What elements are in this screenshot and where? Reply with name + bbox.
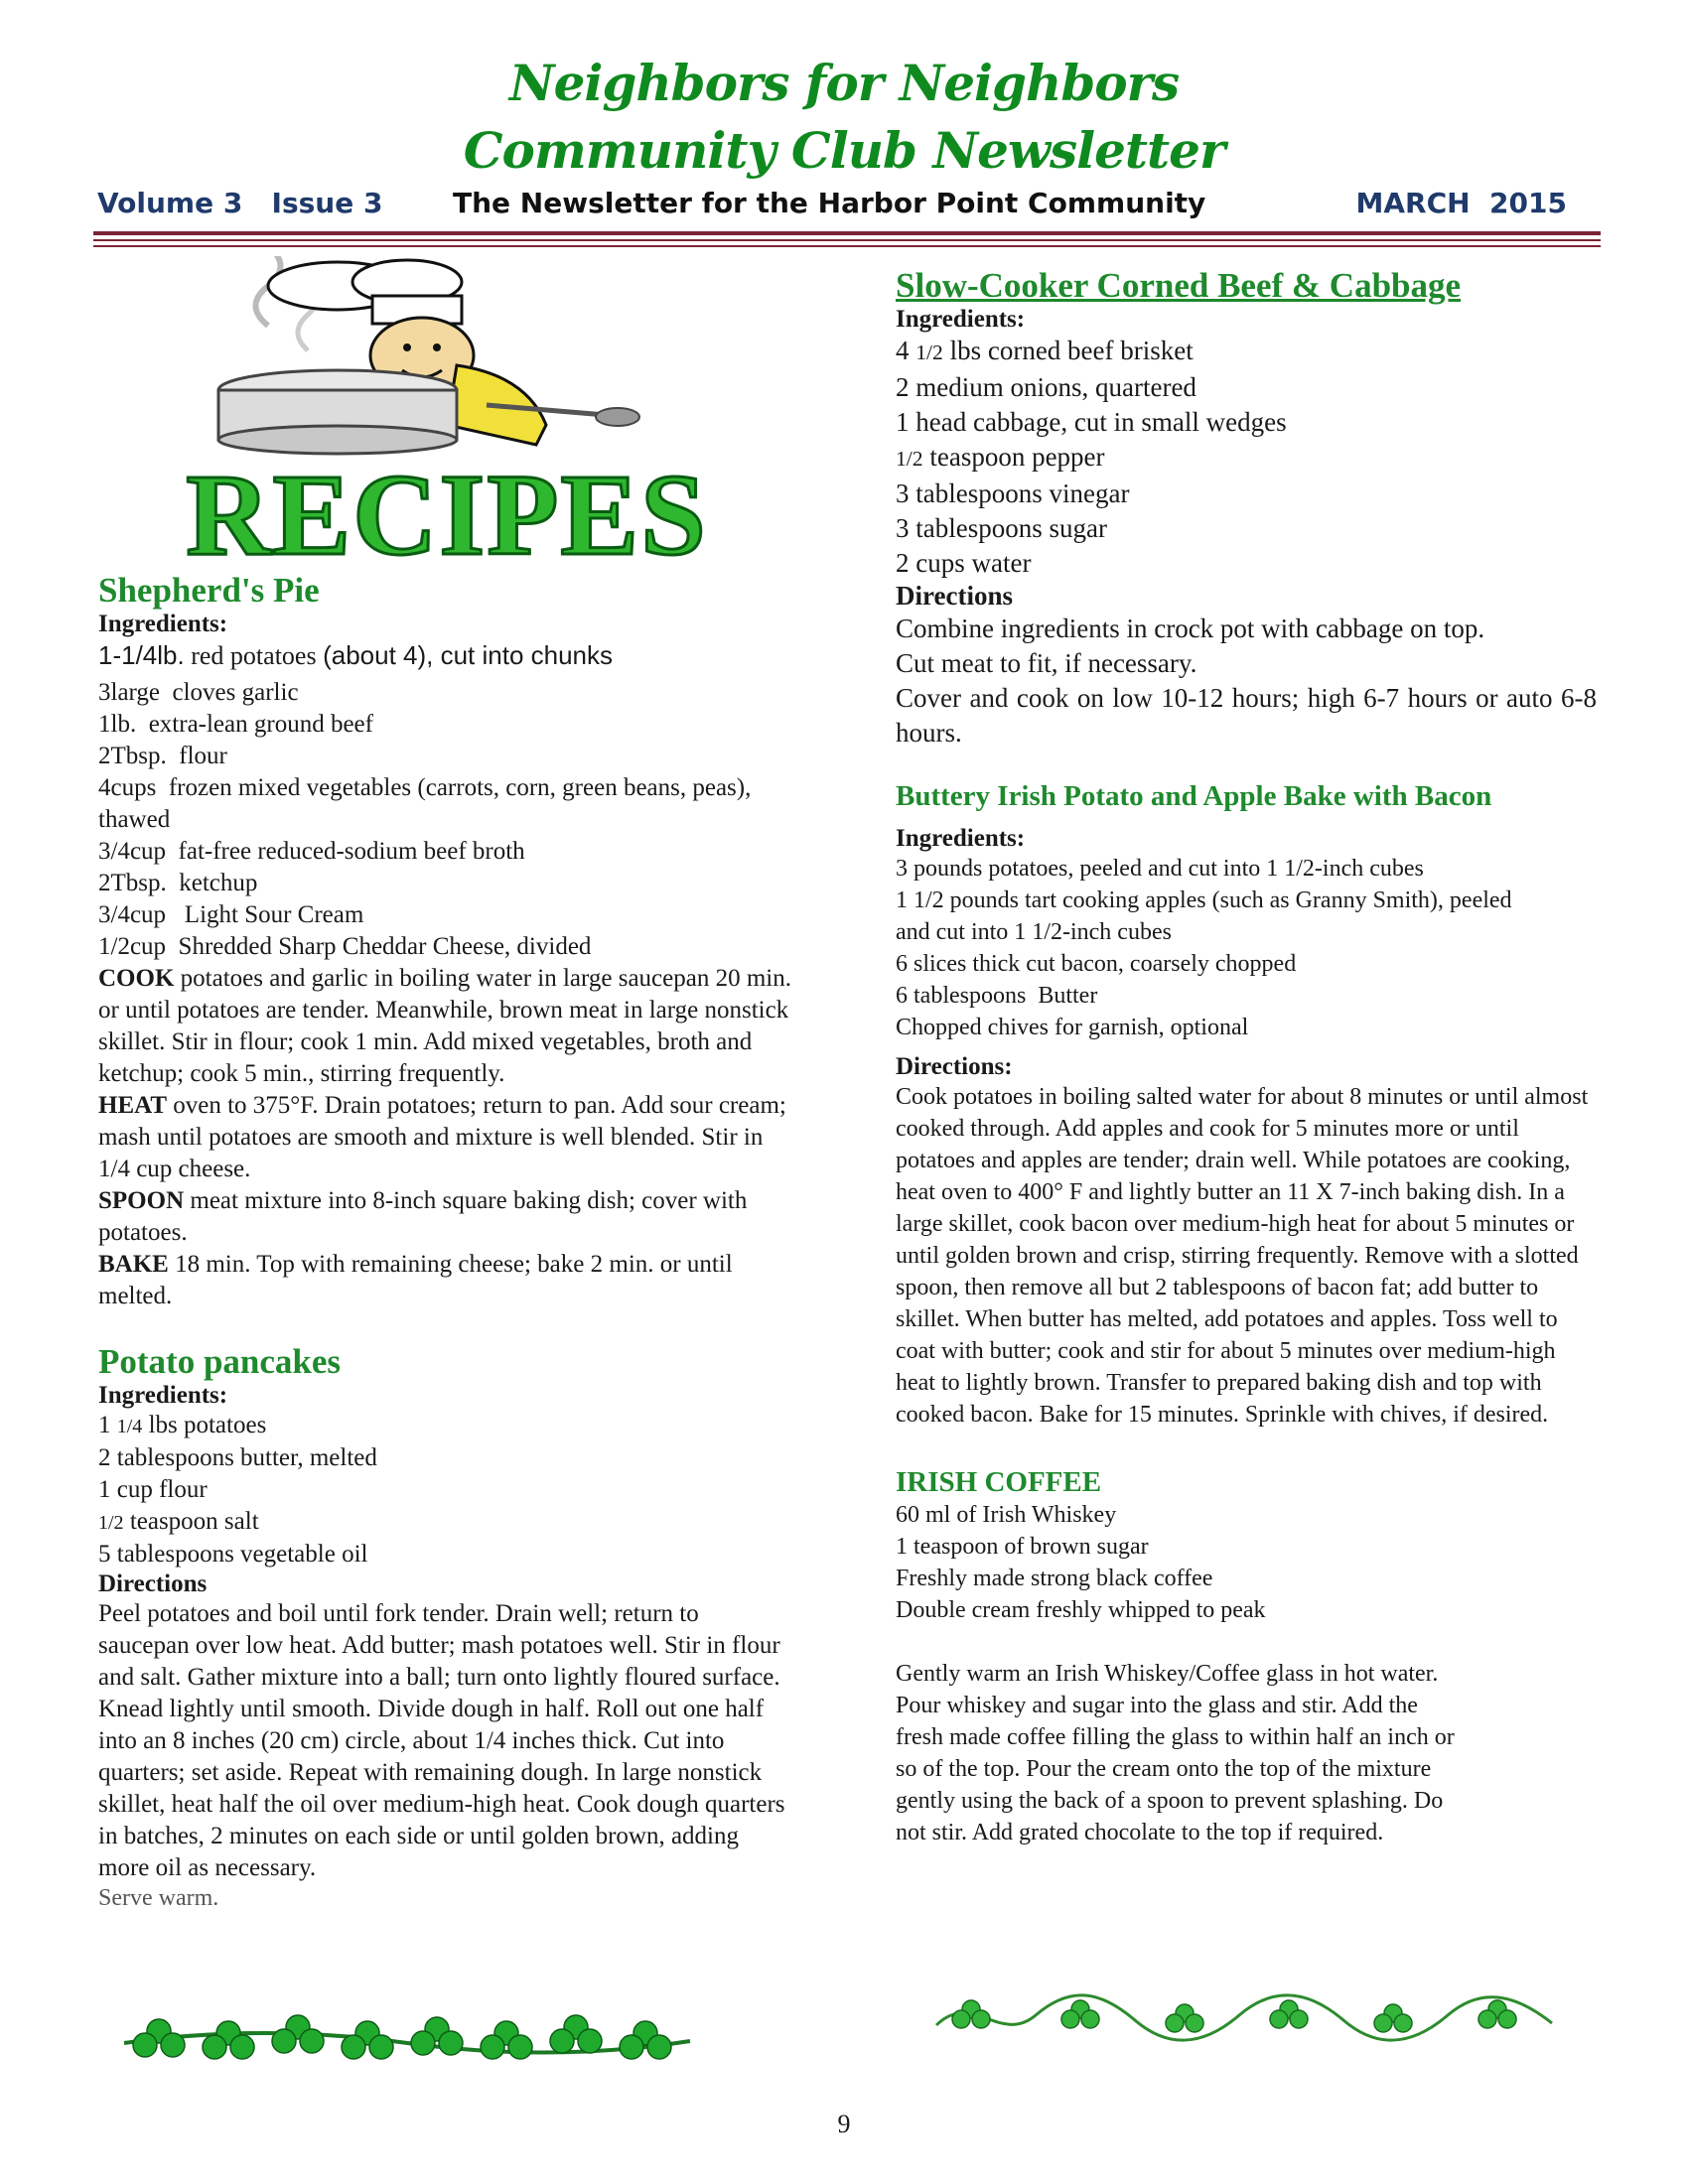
ingredient-text: (about 4), cut into chunks (323, 640, 614, 670)
list-item: 6 slices thick cut bacon, coarsely chopped (896, 951, 1297, 977)
list-item: 1 head cabbage, cut in small wedges (896, 407, 1287, 437)
list-item: 2Tbsp. ketchup (98, 870, 258, 896)
header-rule (93, 239, 1601, 241)
directions (896, 612, 1597, 751)
list-item: 3 tablespoons vinegar (896, 478, 1130, 508)
list-item: 4 1/2 lbs corned beef brisket (896, 336, 1194, 365)
list-item: 1 teaspoon of brown sugar (896, 1534, 1149, 1560)
issue-date: MARCH 2015 (1355, 187, 1567, 219)
shamrock-icon (1478, 2000, 1516, 2028)
newsletter-title: Neighbors for Neighbors (508, 54, 1180, 112)
recipe-title: IRISH COFFEE (896, 1466, 1102, 1498)
list-item: 2Tbsp. flour (98, 743, 227, 769)
directions-text: Peel potatoes and boil until fork tender. Drain well; return to saucepan over low heat. Add butter; mash potatoes well. Stir in flour and salt. Gather mixture into a ball; turn onto lightly floured surface. Knead lightly until smooth. Divide dough in half. Roll out one half into an 8 inches (20 cm) circle, about 1/4 inches thick. Cut into quarters; set aside. Repeat with remaining dough. In large nonstick skillet, heat half the oil over medium-high heat. Cook dough quarters in batches, 2 minutes on each side or until golden brown, adding more oil as necessary. (98, 1600, 785, 1881)
shamrock-icon (1270, 2000, 1308, 2028)
step (98, 1249, 793, 1312)
list-item: Double cream freshly whipped to peak (896, 1597, 1266, 1623)
newsletter-subtitle: Community Club Newsletter (463, 121, 1225, 180)
list-item: 60 ml of Irish Whiskey (896, 1502, 1117, 1528)
shamrock-icon (1374, 2004, 1412, 2032)
shamrock-border (119, 2003, 695, 2073)
list-item: 6 tablespoons Butter (896, 983, 1098, 1009)
shamrock-icon (550, 2015, 602, 2053)
recipe-title: Shepherd's Pie (98, 571, 320, 610)
ingredients-label: Ingredients: (98, 1382, 228, 1409)
list-item: 3/4cup Light Sour Cream (98, 901, 364, 928)
ingredient-line (98, 638, 793, 677)
info-bar (97, 187, 1567, 226)
step-text: 18 min. Top with remaining cheese; bake 2 min. or until melted. (98, 1251, 733, 1309)
step (98, 1090, 793, 1185)
recipe-title: Buttery Irish Potato and Apple Bake with Bacon (896, 780, 1492, 812)
step-verb: HEAT (98, 1092, 167, 1119)
shamrock-icon (272, 2015, 324, 2053)
shamrock-vine-border (931, 1985, 1557, 2051)
list-item: Chopped chives for garnish, optional (896, 1015, 1249, 1040)
list-item: 3/4cup fat-free reduced-sodium beef broth (98, 838, 525, 865)
shamrock-icon (620, 2021, 671, 2059)
ingredient-text: red potatoes (184, 641, 324, 670)
list-item: 3large cloves garlic (98, 679, 299, 706)
list-item: 3 pounds potatoes, peeled and cut into 1 1/2-inch cubes (896, 856, 1424, 882)
list-item: 1/2 teaspoon salt (98, 1508, 259, 1535)
directions (98, 963, 793, 1312)
list-item: 1lb. extra-lean ground beef (98, 711, 373, 738)
shamrock-icon (1166, 2004, 1203, 2032)
step-verb: SPOON (98, 1187, 185, 1214)
step-verb: BAKE (98, 1251, 169, 1278)
header-rule (93, 231, 1601, 235)
tagline: The Newsletter for the Harbor Point Community (453, 187, 1206, 219)
list-item: 1 1/2 pounds tart cooking apples (such as Granny Smith), peeled and cut into 1 1/2-inch cubes (896, 887, 1512, 945)
list-item: Freshly made strong black coffee (896, 1566, 1213, 1591)
ladle-icon (596, 408, 639, 426)
list-item: 1 cup flour (98, 1476, 208, 1503)
left-column (98, 571, 793, 1912)
directions-text: Gently warm an Irish Whiskey/Coffee glass in hot water. Pour whiskey and sugar into the glass and stir. Add the fresh made coffee filling the glass to within half an inch or so of the top. Pour the cream onto the top of the mixture gently using the back of a spoon to prevent splashing. Do not stir. Add grated chocolate to the top if required. (896, 1661, 1455, 1845)
ingredient-amount: 1-1/4lb. (98, 640, 185, 670)
recipe-title: Potato pancakes (98, 1342, 342, 1381)
ingredient-list (98, 677, 793, 963)
shamrock-icon (342, 2021, 393, 2059)
directions-label: Directions: (896, 1053, 1013, 1080)
chef-recipes-illustration (159, 256, 735, 574)
shamrock-icon (411, 2017, 463, 2055)
list-item: 1 1/4 lbs potatoes (98, 1412, 267, 1438)
list-item: 3 tablespoons sugar (896, 513, 1107, 543)
step-text: meat mixture into 8-inch square baking dish; cover with potatoes. (98, 1187, 748, 1246)
list-item: 2 tablespoons butter, melted (98, 1444, 377, 1471)
step-text: potatoes and garlic in boiling water in large saucepan 20 min. or until potatoes are tender. Meanwhile, brown meat in large nonstick skillet. Stir in flour; cook 1 min. Add mixed vegetables, broth and ketchup; cook 5 min., stirring frequently. (98, 965, 791, 1087)
directions-label: Directions (896, 581, 1013, 611)
list-item: 1/2cup Shredded Sharp Cheddar Cheese, divided (98, 933, 592, 960)
recipe-title: Slow-Cooker Corned Beef & Cabbage (896, 266, 1462, 305)
directions-label: Directions (98, 1570, 208, 1597)
ingredient-list (896, 334, 1597, 581)
step: Cover and cook on low 10-12 hours; high 6-7 hours or auto 6-8 hours. (896, 683, 1597, 748)
shamrock-icon (1061, 2000, 1099, 2028)
directions-text: Cook potatoes in boiling salted water for about 8 minutes or until almost cooked through. Add apples and cook for 5 minutes more or until potatoes and apples are tender; drain well. While potatoes are cooking, heat oven to 400° F and lightly butter an 11 X 7-inch baking dish. In a large skillet, cook bacon over medium-high heat for about 5 minutes or until golden brown and crisp, stirring frequently. Remove with a slotted spoon, then remove all but 2 tablespoons of bacon fat; add butter to skillet. When butter has melted, add potatoes and apples. Toss well to coat with butter; cook and stir for about 5 minutes over medium-high heat to lightly brown. Transfer to prepared baking dish and top with cooked bacon. Bake for 15 minutes. Sprinkle with chives, if desired. (896, 1084, 1589, 1428)
step (98, 963, 793, 1090)
step: Cut meat to fit, if necessary. (896, 648, 1197, 678)
ingredient-list (896, 853, 1597, 1043)
step: Combine ingredients in crock pot with cabbage on top. (896, 614, 1485, 643)
serving-note: Serve warm. (98, 1885, 219, 1911)
page-number: 9 (837, 2110, 851, 2138)
shamrock-icon (952, 2000, 990, 2028)
ingredients-label: Ingredients: (896, 306, 1026, 333)
list-item: 5 tablespoons vegetable oil (98, 1541, 368, 1568)
ingredients-label: Ingredients: (896, 825, 1026, 852)
step-text: oven to 375°F. Drain potatoes; return to pan. Add sour cream; mash until potatoes are smooth and mixture is well blended. Stir in 1/4 cup cheese. (98, 1092, 786, 1182)
right-column (896, 266, 1597, 1848)
list-item: 1/2 teaspoon pepper (896, 442, 1105, 472)
ingredient-list (896, 1499, 1597, 1626)
header-rule (93, 245, 1601, 247)
list-item: 4cups frozen mixed vegetables (carrots, corn, green beans, peas), thawed (98, 774, 758, 833)
volume-issue: Volume 3 Issue 3 (97, 187, 383, 219)
step (98, 1185, 793, 1249)
list-item: 2 medium onions, quartered (896, 372, 1196, 402)
recipes-banner: RECIPES (186, 450, 708, 574)
shamrock-icon (133, 2019, 185, 2057)
shamrock-icon (203, 2021, 254, 2059)
step-verb: COOK (98, 965, 175, 992)
list-item: 2 cups water (896, 548, 1032, 578)
ingredient-list (98, 1410, 793, 1570)
ingredients-label: Ingredients: (98, 611, 228, 637)
